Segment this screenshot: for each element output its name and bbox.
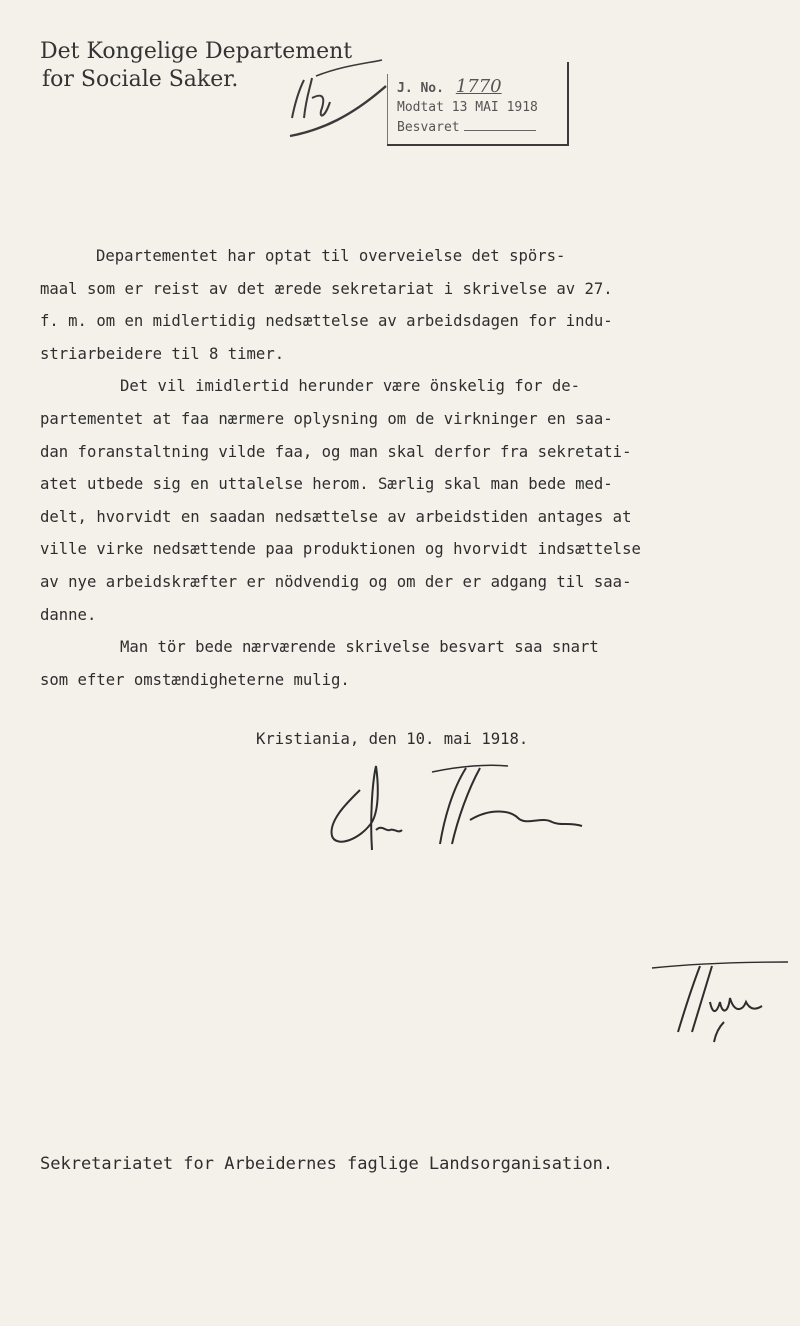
body-line: partementet at faa nærmere oplysning om de virkninger en saa- — [40, 409, 613, 428]
body-line: maal som er reist av det ærede sekretariat i skrivelse av 27. — [40, 279, 613, 298]
body-line: ville virke nedsættende paa produktionen og hvorvidt indsættelse — [40, 540, 641, 559]
date-line: Kristiania, den 10. mai 1918. — [256, 730, 529, 748]
body-line: dan foranstaltning vilde faa, og man skal derfor fra sekretati- — [40, 442, 632, 461]
body-line: f. m. om en midlertidig nedsættelse av arbeidsdagen for indu- — [40, 312, 613, 331]
letterhead-line-1: Det Kongelige Departement — [40, 39, 353, 64]
body-line: Man tör bede nærværende skrivelse besvart saa snart — [120, 638, 599, 657]
letterhead-line-2: for Sociale Saker. — [42, 67, 239, 92]
handwritten-initials-signature — [650, 952, 790, 1052]
body-line: danne. — [40, 605, 97, 624]
body-line: som efter omstændigheterne mulig. — [40, 670, 350, 689]
stamp-received-date: Modtat 13 MAI 1918 — [397, 100, 538, 115]
stamp-journal-prefix: J. No. — [397, 81, 444, 96]
stamp-journal-number: 1770 — [455, 76, 502, 97]
body-line: atet utbede sig en uttalelse herom. Særlig skal man bede med- — [40, 475, 613, 494]
recipient-footer: Sekretariatet for Arbeidernes faglige Landsorganisation. — [40, 1154, 614, 1174]
stamp-answered-row — [397, 120, 536, 135]
body-line: Departementet har optat til overveielse det spörs- — [96, 247, 566, 265]
stamp-answered-label: Besvaret — [397, 120, 460, 135]
handwritten-initials-mark — [282, 58, 392, 148]
registry-stamp — [387, 62, 569, 146]
letter-body — [40, 240, 780, 696]
body-line: Det vil imidlertid herunder være önskelig for de- — [120, 377, 581, 396]
body-line: av nye arbeidskræfter er nödvendig og om der er adgang til saa- — [40, 572, 632, 591]
handwritten-signature — [320, 760, 600, 860]
body-line: delt, hvorvidt en saadan nedsættelse av arbeidstiden antages at — [40, 507, 632, 526]
body-line: striarbeidere til 8 timer. — [40, 344, 285, 363]
stamp-journal-row — [397, 76, 502, 97]
